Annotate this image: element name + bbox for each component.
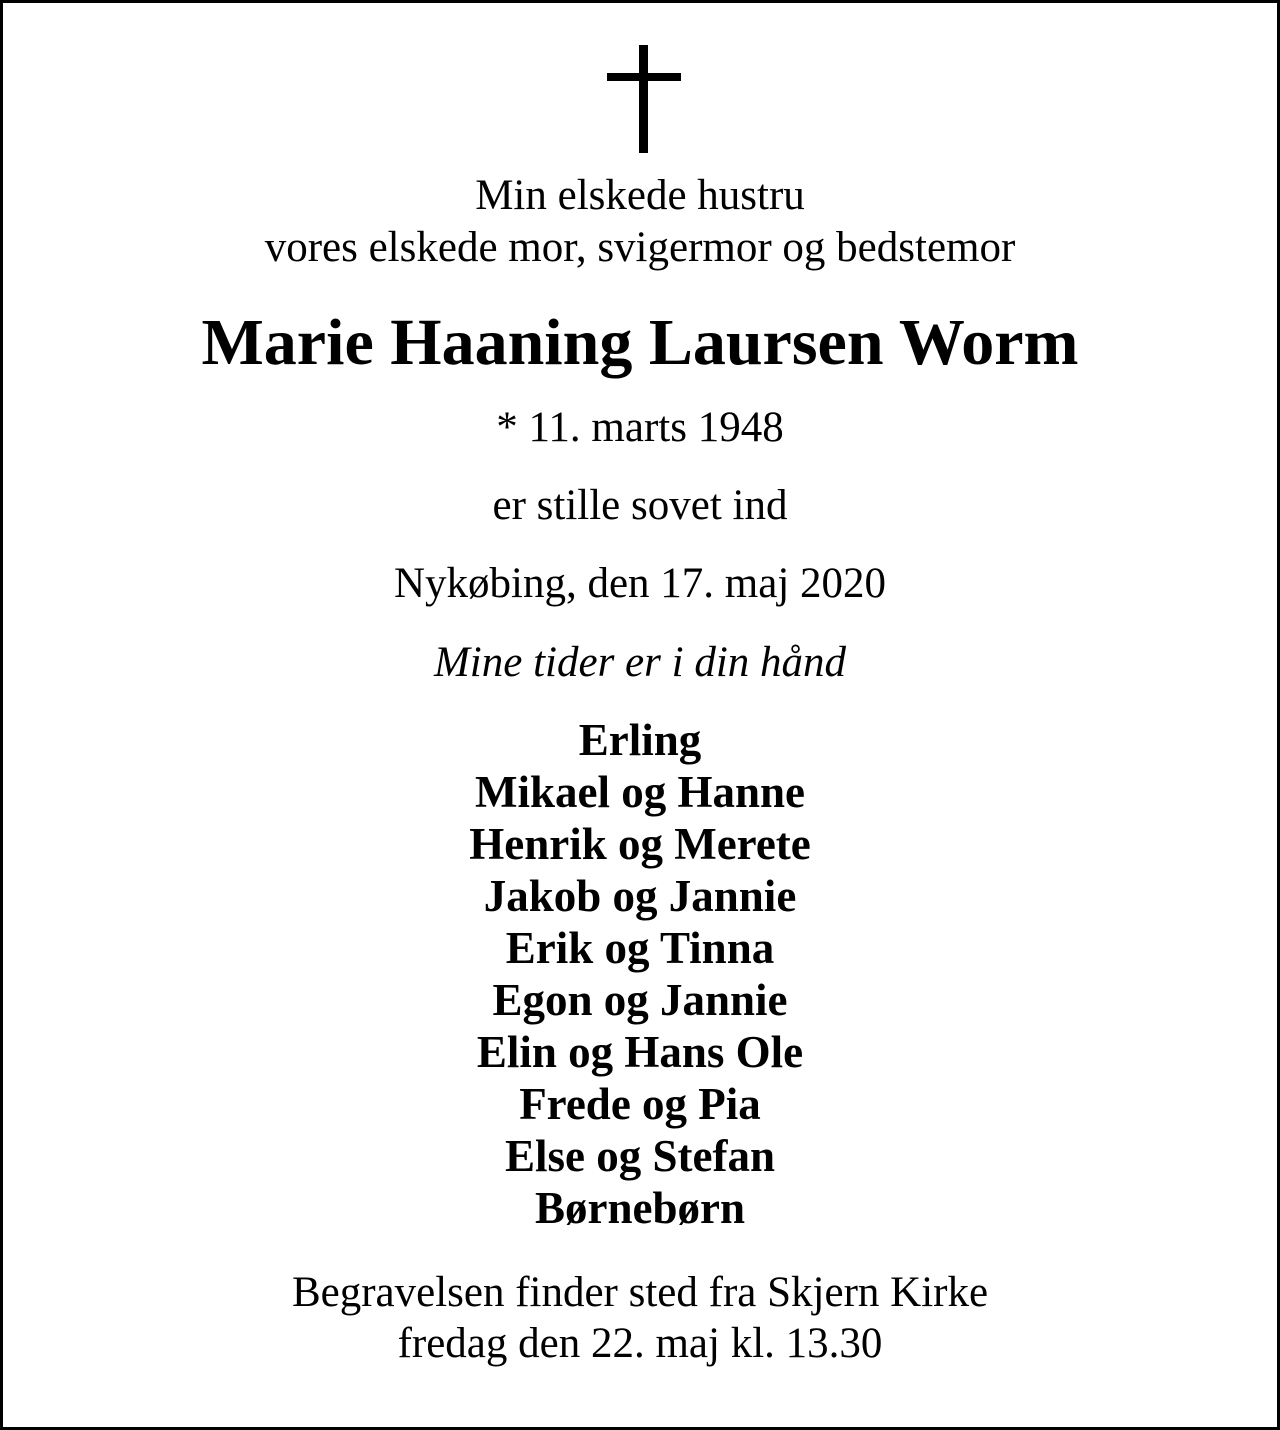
funeral-line-1: Begravelsen finder sted fra Skjern Kirke	[291, 1269, 989, 1316]
deceased-name: Marie Haaning Laursen Worm	[201, 306, 1079, 379]
family-member: Børnebørn	[534, 1183, 745, 1233]
intro-line-1: Min elskede hustru	[475, 172, 805, 219]
family-member: Erik og Tinna	[505, 923, 775, 973]
birth-date: * 11. marts 1948	[496, 404, 784, 451]
family-member: Mikael og Hanne	[474, 767, 805, 817]
family-member: Erling	[578, 715, 702, 765]
funeral-info	[3, 1267, 1277, 1369]
family-member: Elin og Hans Ole	[476, 1027, 804, 1077]
cross-icon	[607, 45, 681, 153]
family-member: Jakob og Jannie	[483, 871, 797, 921]
passed-text: er stille sovet ind	[492, 482, 788, 529]
family-member: Else og Stefan	[505, 1131, 775, 1181]
place-and-date: Nykøbing, den 17. maj 2020	[393, 560, 887, 607]
family-member: Frede og Pia	[519, 1079, 761, 1129]
verse: Mine tider er i din hånd	[433, 639, 847, 686]
funeral-line-2: fredag den 22. maj kl. 13.30	[397, 1320, 883, 1367]
family-list	[3, 714, 1277, 1234]
family-member: Henrik og Merete	[469, 819, 811, 869]
family-member: Egon og Jannie	[492, 975, 788, 1025]
intro-line-2: vores elskede mor, svigermor og bedstemor	[264, 224, 1016, 271]
intro-text	[3, 170, 1277, 274]
